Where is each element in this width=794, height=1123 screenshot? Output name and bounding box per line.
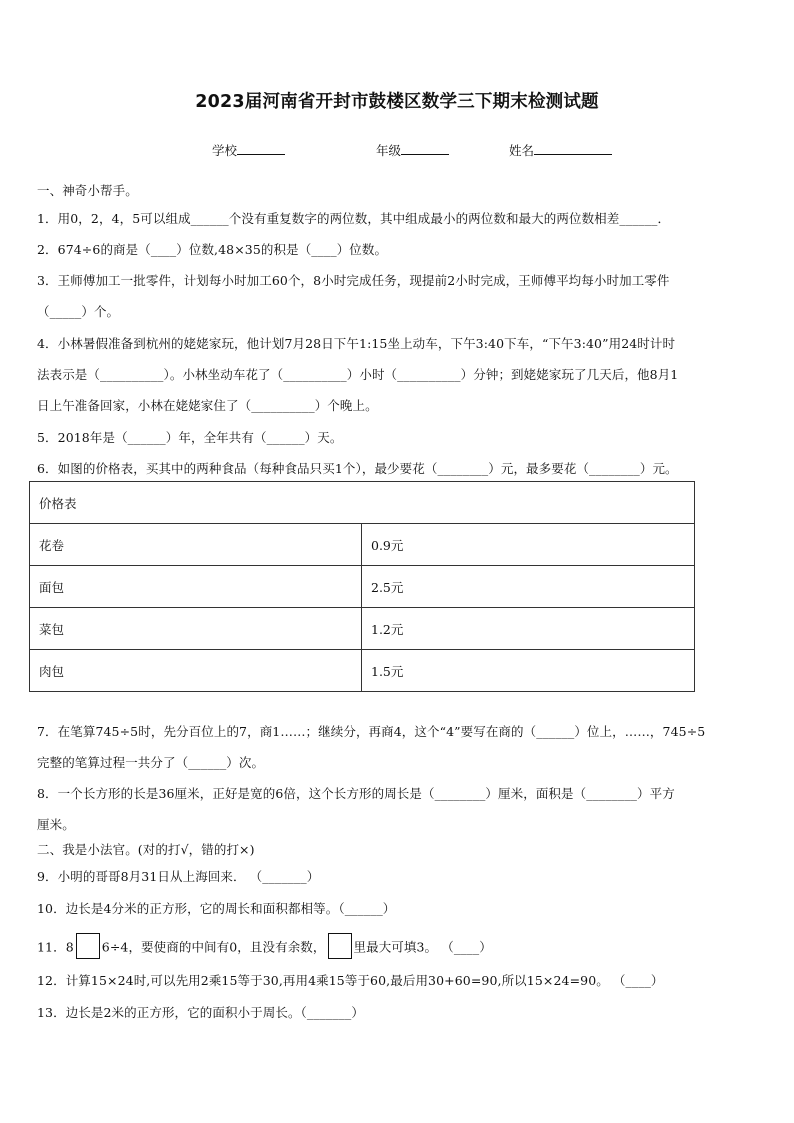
table-row (30, 650, 695, 692)
price-table (29, 481, 695, 692)
item-cell: 花卷 (30, 524, 362, 566)
school-blank (237, 141, 285, 155)
question-13: 13．边长是2米的正方形，它的面积小于周长。（_______） (37, 1005, 364, 1020)
price-cell: 2.5元 (362, 566, 695, 608)
question-4-line-1: 4．小林暑假准备到杭州的姥姥家玩，他计划7月28日下午1:15坐上动车，下午3:40下车，“下午3:40”用24时计时 (37, 336, 676, 351)
question-3-line-2: （_____）个。 (37, 304, 120, 319)
question-10: 10．边长是4分米的正方形，它的周长和面积都相等。（______） (37, 901, 396, 916)
name-field (509, 141, 612, 159)
question-7-line-1: 7．在笔算745÷5时，先分百位上的7，商1……；继续分，再商4，这个“4”要写在商的（______）位上，……，745÷5 (37, 724, 706, 739)
grade-blank (401, 141, 449, 155)
question-6: 6．如图的价格表，买其中的两种食品（每种食品只买1个），最少要花（________）元，最多要花（________）元。 (37, 461, 678, 476)
question-11-start: 11．8 (37, 939, 74, 955)
school-label: 学校 (212, 143, 238, 158)
price-table-header-row (30, 482, 695, 524)
question-7-line-2: 完整的笔算过程一共分了（______）次。 (37, 755, 265, 770)
section-2-heading: 二、我是小法官。(对的打√，错的打×) (37, 842, 255, 857)
digit-box (76, 933, 100, 959)
table-row (30, 566, 695, 608)
question-1: 1．用0，2，4，5可以组成______个没有重复数字的两位数，其中组成最小的两位数和最大的两位数相差______． (37, 211, 671, 226)
grade-label: 年级 (376, 143, 402, 158)
school-field (212, 141, 285, 159)
table-row (30, 608, 695, 650)
price-cell: 1.5元 (362, 650, 695, 692)
grade-field (376, 141, 449, 159)
price-cell: 1.2元 (362, 608, 695, 650)
name-blank (534, 141, 612, 155)
price-cell: 0.9元 (362, 524, 695, 566)
item-cell: 面包 (30, 566, 362, 608)
section-1-heading: 一、神奇小帮手。 (37, 183, 138, 198)
table-row (30, 524, 695, 566)
item-cell: 菜包 (30, 608, 362, 650)
question-4-line-2: 法表示是（__________）。小林坐动车花了（__________）小时（__________）分钟；到姥姥家玩了几天后，他8月1 (37, 367, 679, 382)
question-2: 2．674÷6的商是（____）位数,48×35的积是（____）位数。 (37, 242, 388, 257)
question-11-end: 里最大可填3。 （____） (353, 939, 492, 955)
page-title: 2023届河南省开封市鼓楼区数学三下期末检测试题 (195, 92, 599, 112)
digit-box (328, 933, 352, 959)
question-4-line-3: 日上午准备回家，小林在姥姥家住了（__________）个晚上。 (37, 398, 378, 413)
question-8-line-2: 厘米。 (37, 817, 75, 832)
price-table-header: 价格表 (30, 482, 695, 524)
name-label: 姓名 (509, 143, 535, 158)
item-cell: 肉包 (30, 650, 362, 692)
question-5: 5．2018年是（______）年，全年共有（______）天。 (37, 430, 343, 445)
question-9: 9．小明的哥哥8月31日从上海回来． （_______） (37, 869, 320, 884)
question-12: 12．计算15×24时,可以先用2乘15等于30,再用4乘15等于60,最后用30+60=90,所以15×24=90。 （____） (37, 973, 664, 988)
question-8-line-1: 8．一个长方形的长是36厘米，正好是宽的6倍，这个长方形的周长是（________）厘米，面积是（________）平方 (37, 786, 675, 801)
question-11-middle: 6÷4，要使商的中间有0，且没有余数， (101, 939, 326, 955)
question-11 (37, 935, 492, 961)
question-3-line-1: 3．王师傅加工一批零件，计划每小时加工60个，8小时完成任务，现提前2小时完成，王师傅平均每小时加工零件 (37, 273, 670, 288)
